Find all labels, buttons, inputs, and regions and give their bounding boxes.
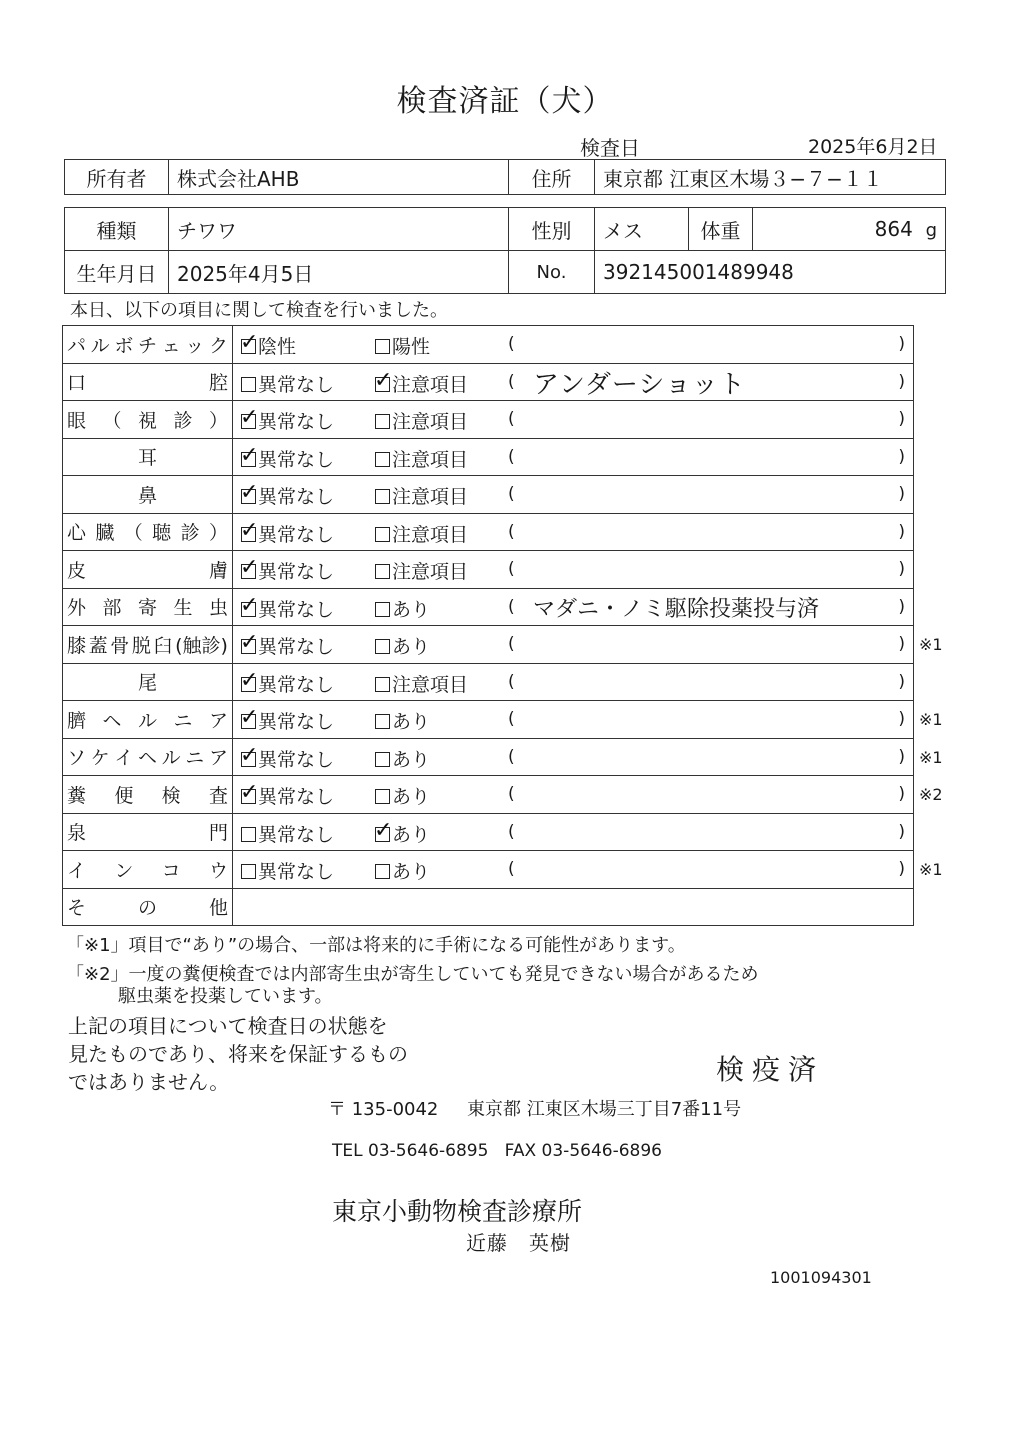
note-close-paren: ) — [898, 784, 905, 804]
note-close-paren: ) — [898, 596, 905, 617]
option-label: 異常なし — [258, 486, 335, 508]
check-result-cell — [233, 813, 914, 851]
check-row — [63, 851, 914, 889]
note-open-paren: ( — [508, 746, 515, 767]
option-label: 異常なし — [258, 786, 335, 808]
option-label: 注意項目 — [392, 448, 469, 471]
side-note-mark: ※1 — [919, 635, 943, 654]
option-label: 異常なし — [258, 373, 335, 396]
check-mark-icon: ✓ — [374, 817, 393, 843]
check-item-label: 耳 — [137, 447, 157, 470]
checkbox[interactable] — [375, 414, 390, 429]
option-label: 陽性 — [392, 336, 431, 358]
check-mark-icon: ✓ — [240, 667, 259, 693]
pet-weight: 864 — [874, 217, 913, 241]
note-close-paren: ) — [898, 746, 905, 767]
checkbox[interactable] — [240, 480, 259, 505]
note-close-paren: ) — [898, 484, 905, 504]
check-item-cell — [63, 326, 233, 364]
check-mark-icon: ✓ — [240, 480, 259, 505]
exam-date: 2025年6月2日 — [808, 136, 938, 158]
check-row-other — [63, 888, 914, 926]
check-item-cell — [63, 888, 233, 926]
option-label: 異常なし — [258, 523, 335, 546]
option-label: 異常なし — [258, 411, 335, 433]
note-open-paren: ( — [508, 859, 515, 879]
option-label: 注意項目 — [392, 486, 469, 508]
option-normal[interactable] — [241, 782, 334, 809]
check-item-label: 鼻 — [137, 484, 157, 507]
birth-label: 生年月日 — [65, 251, 169, 294]
note-close-paren: ) — [898, 671, 905, 692]
statement — [68, 1012, 408, 1096]
note-close-paren: ) — [898, 334, 905, 354]
note-close-paren: ) — [898, 821, 905, 842]
statement-line-3: ではありません。 — [68, 1070, 230, 1094]
check-item-label: 外 部 寄 生 虫 — [67, 597, 228, 620]
option-abnormal[interactable] — [375, 595, 430, 622]
check-mark-icon: ✓ — [240, 405, 259, 430]
exam-date-label: 検査日 — [580, 136, 640, 160]
check-mark-icon: ✓ — [240, 517, 259, 543]
pet-sex: メス — [595, 208, 689, 251]
check-row — [63, 438, 914, 476]
clinic-tel: TEL 03-5646-6895 — [332, 1141, 489, 1161]
check-item-label: イ ン コ ウ — [67, 859, 228, 882]
checkbox[interactable] — [240, 705, 259, 730]
note-open-paren: ( — [508, 446, 515, 467]
owner-label: 所有者 — [65, 160, 169, 195]
checkbox[interactable] — [374, 817, 393, 843]
checkbox[interactable] — [241, 377, 256, 392]
check-mark-icon: ✓ — [240, 330, 259, 355]
checkbox[interactable] — [375, 752, 390, 767]
check-mark-icon: ✓ — [240, 780, 259, 805]
clinic-name: 東京小動物検査診療所 — [332, 1197, 583, 1226]
note-open-paren: ( — [508, 484, 515, 504]
check-item-label: 泉 門 — [67, 822, 228, 845]
owner-table — [64, 159, 946, 195]
option-abnormal[interactable] — [375, 857, 430, 884]
option-label: 陰性 — [258, 336, 297, 358]
doctor-name: 近藤 英樹 — [466, 1231, 571, 1255]
option-label: あり — [392, 636, 431, 658]
note-close-paren: ) — [898, 409, 905, 429]
option-abnormal[interactable] — [375, 707, 430, 734]
note-open-paren: ( — [508, 371, 515, 392]
check-item-label: 尾 — [137, 672, 157, 695]
option-label: 異常なし — [258, 861, 335, 883]
pet-table — [64, 207, 946, 294]
checkbox[interactable] — [375, 677, 390, 692]
check-result-cell — [233, 588, 914, 626]
check-result-cell — [233, 476, 914, 514]
check-item-cell — [63, 776, 233, 814]
check-item-label: 糞 便 検 査 — [67, 784, 228, 807]
note-close-paren: ) — [898, 559, 905, 579]
check-note: マダニ・ノミ駆除投薬投与済 — [533, 596, 820, 622]
check-item-cell — [63, 438, 233, 476]
check-row — [63, 663, 914, 701]
check-result-cell — [233, 363, 914, 401]
option-normal[interactable] — [241, 407, 334, 434]
option-label: 異常なし — [258, 711, 335, 733]
option-label: 異常なし — [258, 748, 335, 771]
option-label: 注意項目 — [392, 411, 469, 433]
checkbox[interactable] — [375, 864, 390, 879]
option-normal[interactable] — [240, 667, 335, 697]
checkbox[interactable] — [375, 489, 390, 504]
option-abnormal[interactable] — [375, 745, 430, 772]
check-item-label: 眼 （ 視 診 ） — [67, 409, 228, 432]
address-label: 住所 — [509, 160, 595, 195]
check-result-cell — [233, 513, 914, 551]
option-label: 注意項目 — [392, 673, 469, 696]
check-result-cell — [233, 551, 914, 589]
check-result-cell — [233, 326, 914, 364]
check-item-cell — [63, 813, 233, 851]
option-label: あり — [392, 786, 431, 808]
check-item-cell — [63, 551, 233, 589]
check-mark-icon: ✓ — [240, 705, 259, 730]
checkbox[interactable] — [240, 630, 259, 655]
check-row — [63, 813, 914, 851]
option-normal[interactable] — [240, 517, 335, 547]
check-item-label: パ ル ボ チ ェ ッ ク — [67, 334, 228, 357]
note-close-paren: ) — [898, 634, 905, 654]
check-row — [63, 476, 914, 514]
checkbox[interactable] — [374, 367, 393, 393]
checkbox[interactable] — [241, 864, 256, 879]
option-label: 異常なし — [258, 448, 335, 471]
clinic-address-line — [328, 1095, 741, 1121]
owner-address: 東京都 江東区木場３−７−１１ — [595, 160, 946, 195]
type-label: 種類 — [65, 208, 169, 251]
footnote-2-line-1: 「※2」一度の糞便検査では内部寄生虫が寄生していても発見できない場合があるため — [66, 964, 759, 985]
check-result-cell — [233, 438, 914, 476]
check-result-cell — [233, 738, 914, 776]
option-label: あり — [392, 861, 431, 883]
option-abnormal[interactable] — [375, 632, 430, 659]
statement-line-1: 上記の項目について検査日の状態を — [68, 1014, 388, 1038]
checkbox[interactable] — [375, 339, 390, 354]
note-open-paren: ( — [508, 521, 515, 542]
check-item-cell — [63, 701, 233, 739]
check-item-cell — [63, 513, 233, 551]
checkbox[interactable] — [240, 667, 259, 693]
side-note-mark: ※1 — [919, 710, 943, 729]
option-normal[interactable] — [241, 482, 334, 509]
checkbox[interactable] — [375, 564, 390, 579]
pet-type: チワワ — [169, 208, 509, 251]
note-close-paren: ) — [898, 521, 905, 542]
note-open-paren: ( — [508, 596, 515, 617]
check-mark-icon: ✓ — [240, 555, 259, 580]
pet-no: 392145001489948 — [595, 251, 946, 294]
checkbox[interactable] — [240, 405, 259, 430]
note-open-paren: ( — [508, 671, 515, 692]
option-normal[interactable] — [241, 820, 334, 847]
pet-weight-unit: g — [925, 220, 937, 241]
check-row — [63, 588, 914, 626]
check-row — [63, 363, 914, 401]
check-item-cell — [63, 626, 233, 664]
check-note: アンダーショット — [533, 369, 746, 400]
checkbox[interactable] — [375, 602, 390, 617]
inspected-stamp: 検疫済 — [716, 1053, 825, 1086]
check-item-label: 口 腔 — [67, 372, 228, 395]
option-normal[interactable] — [241, 332, 296, 359]
check-item-cell — [63, 476, 233, 514]
sex-label: 性別 — [509, 208, 595, 251]
check-row — [63, 513, 914, 551]
option-label: あり — [392, 823, 431, 846]
clinic-fax: FAX 03-5646-6896 — [504, 1141, 662, 1161]
option-normal[interactable] — [240, 442, 335, 472]
option-label: あり — [392, 711, 431, 733]
option-label: 異常なし — [258, 598, 335, 621]
checkbox[interactable] — [240, 780, 259, 805]
option-label: 注意項目 — [392, 561, 469, 583]
check-item-cell — [63, 738, 233, 776]
check-item-label: ソ ケ イ ヘ ル ニ ア — [67, 747, 228, 770]
intro-text: 本日、以下の項目に関して検査を行いました。 — [70, 300, 448, 321]
option-abnormal[interactable] — [375, 482, 468, 509]
contact-line — [332, 1141, 662, 1161]
check-result-cell — [233, 851, 914, 889]
postal-code: 〒 135-0042 — [328, 1099, 439, 1120]
check-item-cell — [63, 401, 233, 439]
option-abnormal[interactable] — [374, 817, 431, 847]
option-abnormal[interactable] — [375, 332, 430, 359]
note-close-paren: ) — [898, 446, 905, 467]
check-result-cell — [233, 626, 914, 664]
check-item-cell — [63, 588, 233, 626]
document-title: 検査済証（犬） — [396, 84, 614, 119]
check-row — [63, 701, 914, 739]
option-label: 異常なし — [258, 561, 335, 583]
other-label: そ の 他 — [67, 897, 228, 920]
serial-number: 1001094301 — [770, 1268, 872, 1287]
note-close-paren: ) — [898, 371, 905, 392]
side-note-mark: ※1 — [919, 747, 943, 767]
option-normal[interactable] — [241, 370, 334, 397]
check-item-cell — [63, 663, 233, 701]
check-row — [63, 738, 914, 776]
check-item-cell — [63, 851, 233, 889]
checkbox[interactable] — [375, 714, 390, 729]
checkbox[interactable] — [375, 639, 390, 654]
option-normal[interactable] — [241, 557, 334, 584]
option-label: 異常なし — [258, 823, 335, 846]
note-open-paren: ( — [508, 334, 515, 354]
note-open-paren: ( — [508, 559, 515, 579]
check-item-label: 心 臓 （ 聴 診 ） — [67, 522, 228, 545]
check-row — [63, 626, 914, 664]
checkbox[interactable] — [240, 742, 259, 768]
checkbox[interactable] — [375, 789, 390, 804]
checkbox[interactable] — [375, 452, 390, 467]
owner-name: 株式会社AHB — [169, 160, 509, 195]
check-item-label: 臍 ヘ ル ニ ア — [67, 709, 228, 732]
side-note-mark: ※2 — [919, 785, 943, 804]
check-mark-icon: ✓ — [240, 742, 259, 768]
statement-line-2: 見たものであり、将来を保証するもの — [68, 1042, 408, 1066]
note-open-paren: ( — [508, 784, 515, 804]
clinic-address: 東京都 江東区木場三丁目7番11号 — [467, 1099, 742, 1120]
option-abnormal[interactable] — [375, 782, 430, 809]
note-open-paren: ( — [508, 821, 515, 842]
option-abnormal[interactable] — [375, 670, 468, 697]
option-abnormal[interactable] — [375, 445, 468, 472]
check-result-cell — [233, 401, 914, 439]
pet-weight-cell — [753, 208, 946, 251]
checkbox[interactable] — [240, 555, 259, 580]
option-normal[interactable] — [241, 632, 334, 659]
check-item-label: 皮 膚 — [67, 559, 228, 582]
checkbox[interactable] — [241, 827, 256, 842]
check-result-cell — [233, 776, 914, 814]
other-value-cell — [233, 888, 914, 926]
check-mark-icon: ✓ — [374, 367, 393, 393]
checkbox[interactable] — [375, 527, 390, 542]
checks-table — [62, 325, 914, 926]
footnote-2-line-2: 駆虫薬を投薬しています。 — [118, 986, 333, 1007]
check-result-cell — [233, 701, 914, 739]
note-open-paren: ( — [508, 409, 515, 429]
option-normal[interactable] — [240, 742, 335, 772]
weight-label: 体重 — [689, 208, 753, 251]
check-mark-icon: ✓ — [240, 630, 259, 655]
checkbox[interactable] — [240, 592, 259, 618]
option-abnormal[interactable] — [374, 367, 469, 397]
checkbox[interactable] — [240, 517, 259, 543]
checkbox[interactable] — [240, 442, 259, 468]
option-label: 異常なし — [258, 636, 335, 658]
check-row — [63, 326, 914, 364]
note-close-paren: ) — [898, 859, 905, 879]
no-label: No. — [509, 251, 595, 294]
option-normal[interactable] — [241, 857, 334, 884]
option-label: 注意項目 — [392, 523, 469, 546]
option-label: 注意項目 — [392, 373, 469, 396]
check-item-label: 膝 蓋 骨 脱 臼 (触診) — [67, 634, 228, 657]
check-mark-icon: ✓ — [240, 442, 259, 468]
note-open-paren: ( — [508, 634, 515, 654]
option-abnormal[interactable] — [375, 520, 468, 547]
option-label: 異常なし — [258, 673, 335, 696]
check-row — [63, 551, 914, 589]
note-open-paren: ( — [508, 709, 515, 729]
option-normal[interactable] — [241, 707, 334, 734]
option-abnormal[interactable] — [375, 407, 468, 434]
check-row — [63, 776, 914, 814]
option-label: あり — [392, 598, 431, 621]
option-normal[interactable] — [240, 592, 335, 622]
check-item-cell — [63, 363, 233, 401]
check-row — [63, 401, 914, 439]
side-note-mark: ※1 — [919, 860, 943, 879]
checkbox[interactable] — [240, 330, 259, 355]
note-close-paren: ) — [898, 709, 905, 729]
check-mark-icon: ✓ — [240, 592, 259, 618]
option-label: あり — [392, 748, 431, 771]
footnote-1: 「※1」項目で“あり”の場合、一部は将来的に手術になる可能性があります。 — [66, 935, 686, 956]
option-abnormal[interactable] — [375, 557, 468, 584]
pet-birth: 2025年4月5日 — [169, 251, 509, 294]
check-result-cell — [233, 663, 914, 701]
